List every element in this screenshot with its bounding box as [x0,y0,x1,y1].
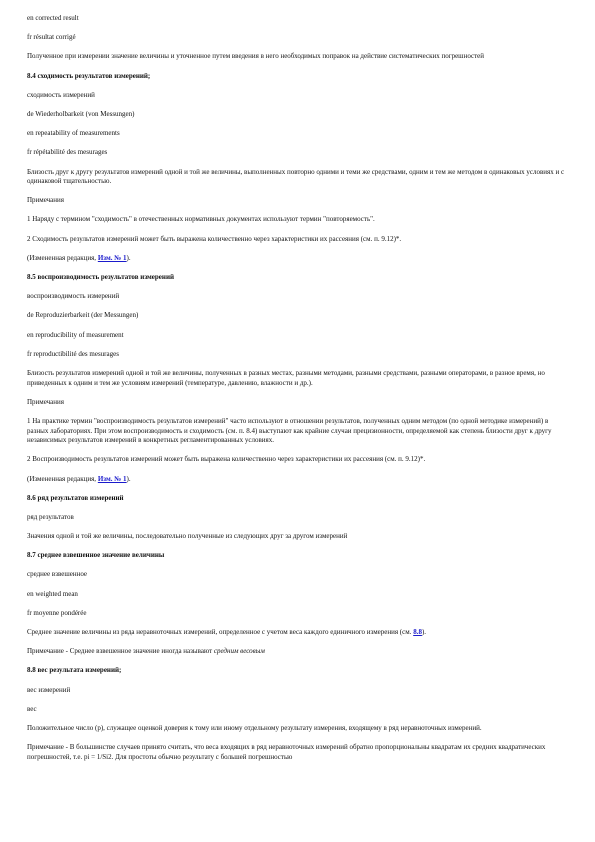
synonym-8-4: сходимость измерений [27,90,95,99]
definition-8-4: Близость друг к другу результатов измерений одной и той же величины, выполненных повторно одними и теми же средствами, одним и тем же методом в одинаковых условиях и с одинаковой тщательностью. [27,167,565,186]
term-fr-8-5: fr reproductibilité des mesurages [27,349,119,358]
term-en-corrected-result: en corrected result [27,14,79,22]
definition-corrected-result: Полученное при измерении значение величины и уточненное путем введения в него необходимых поправок на действие систематических погрешностей [27,52,485,61]
document-body [27,14,567,772]
term-en-8-7: en weighted mean [27,589,78,598]
heading-8-4: 8.4 сходимость результатов измерений; [27,71,151,80]
synonym-8-8: вес измерений [27,685,71,694]
definition-8-6: Значения одной и той же величины, последовательно полученные из следующих друг за другом измерений [27,532,348,541]
heading-8-6: 8.6 ряд результатов измерений [27,493,124,502]
term-fr-corrected-result: fr résultat corrigé [27,33,76,42]
note-2-8-5: 2 Воспроизводимость результатов измерений может быть выражена количественно через характеристики их рассеяния (см. п. 9.12)*. [27,455,426,464]
note-8-7: Примечание - Среднее взвешенное значение иногда называют средним весовым [27,647,265,656]
definition-8-7: Среднее значение величины из ряда неравноточных измерений, определенное с учетом веса каждого единичного измерения (см. 8.8). [27,628,427,636]
notes-heading-8-5: Примечания [27,397,65,406]
note-1-8-4: 1 Наряду с термином "сходимость" в отечественных нормативных документах используют термин "повторяемость". [27,215,375,224]
amendment-note-8-5: (Измененная редакция, Изм. № 1). [27,474,131,483]
notes-heading-8-4: Примечания [27,196,65,205]
note-2-8-4: 2 Сходимость результатов измерений может быть выражена количественно через характеристики их рассеяния (см. п. 9.12)*. [27,234,402,243]
term-fr-8-4: fr répétabilité des mesurages [27,148,108,157]
heading-8-5: 8.5 воспроизводимость результатов измерений [27,273,175,282]
definition-8-5: Близость результатов измерений одной и той же величины, полученных в разных местах, разными методами, разными средствами, разными операторами, в разное время, но приведенных к одним и тем же условиям измерений (температуре, давлению, влажности и др.). [27,368,545,387]
crossref-link-8-8[interactable]: 8.8 [413,628,422,636]
amendment-note-8-4: (Измененная редакция, Изм. № 1). [27,253,131,262]
term-de-8-5: de Reproduzierbarkeit (der Messungen) [27,311,139,320]
synonym-8-5: воспроизводимость измерений [27,292,120,301]
definition-8-8: Положительное число (p), служащее оценкой доверия к тому или иному отдельному результату измерения, входящему в ряд неравноточных измерений. [27,723,482,732]
term-en-8-5: en reproducibility of measurement [27,330,124,339]
term-fr-8-7: fr moyenne pondérée [27,608,87,617]
synonym-8-6: ряд результатов [27,512,74,521]
term-en-8-4: en repeatability of measurements [27,129,120,138]
synonym-8-7: среднее взвешенное [27,570,88,579]
amendment-link-8-5[interactable]: Изм. № 1 [97,474,127,483]
amendment-link-8-4[interactable]: Изм. № 1 [97,253,127,262]
note-8-8: Примечание - В большинстве случаев принято считать, что веса входящих в ряд неравноточных измерений обратно пропорциональны квадратам их средних квадратических погрешностей, т.е. pi = 1/Si2. Для простоты обычно результату с большей погрешностью [27,743,546,761]
heading-8-8: 8.8 вес результата измерений; [27,666,122,675]
term-de-8-4: de Wiederholbarkeit (von Messungen) [27,109,135,118]
note-1-8-5: 1 На практике термин "воспроизводимость результатов измерений" часто используют в отношении результатов, полученных одним методом (по одной методике измерений) в разных лабораториях. При этом воспроизводимость и сходимость (см. п. 8.4) выступают как крайние случаи прецизионности, определяемой как степень близости друг к другу независимых результатов измерений в конкретных регламентированных условиях. [27,416,552,445]
short-term-8-8: вес [27,704,37,713]
heading-8-7: 8.7 среднее взвешенное значение величины [27,551,165,560]
